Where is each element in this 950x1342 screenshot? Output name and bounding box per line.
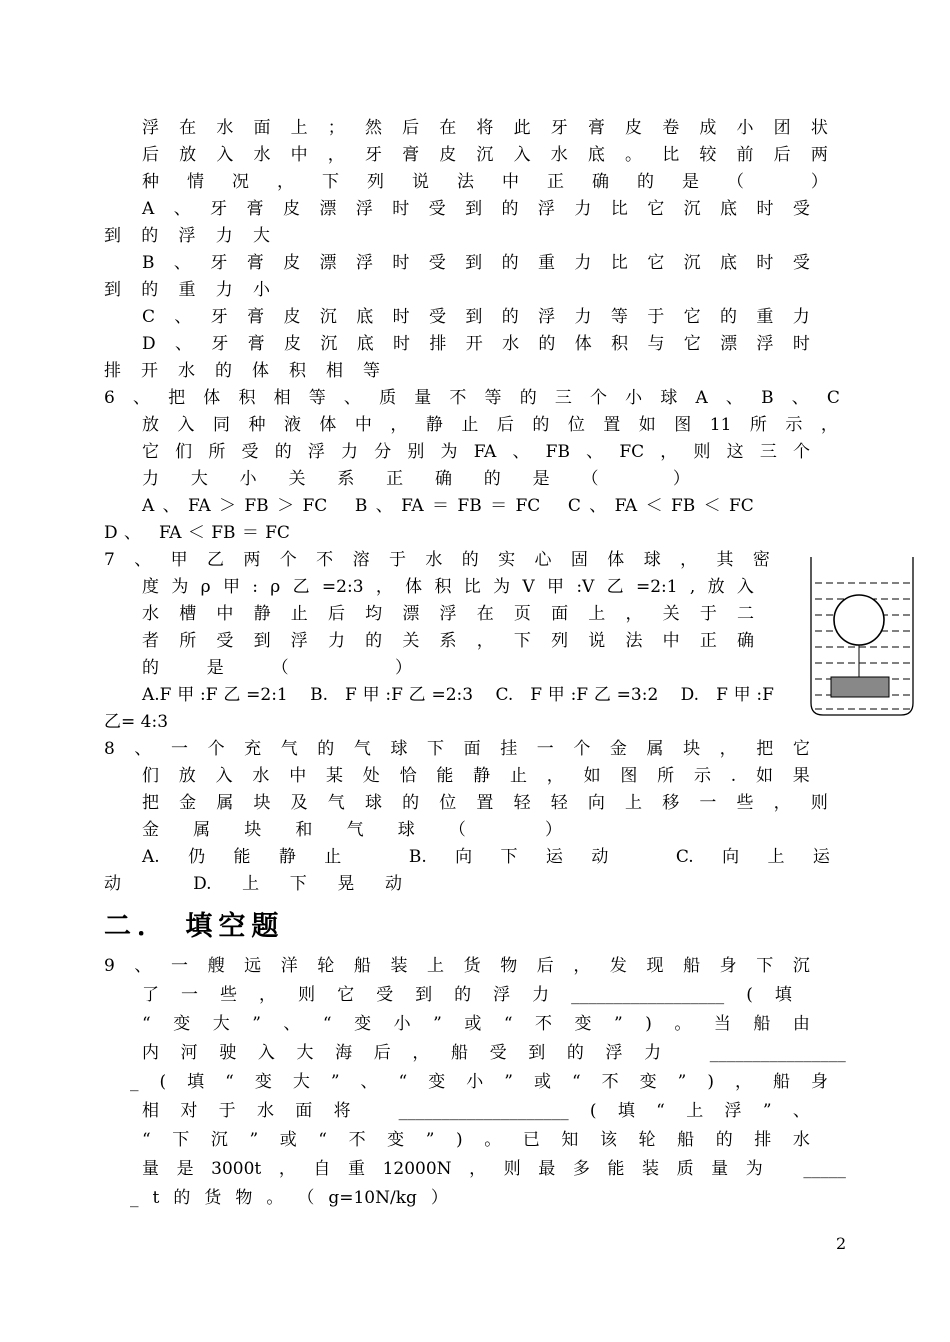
text-line: A 、 牙 膏 皮 漂 浮 时 受 到 的 浮 力 比 它 沉 底 时 受 <box>142 199 810 219</box>
text-line: 8 、 一 个 充 气 的 气 球 下 面 挂 一 个 金 属 块 ， 把 它 <box>104 739 810 759</box>
text-line: 者 所 受 到 浮 力 的 关 系 ， 下 列 说 法 中 正 确 <box>142 631 754 651</box>
text-line: 种 情 况 ， 下 列 说 法 中 正 确 的 是 （ ） <box>142 172 828 192</box>
text-line: “ 下 沉 ” 或 “ 不 变 ” ) 。 已 知 该 轮 船 的 排 水 <box>142 1130 810 1150</box>
text-line: 6 、 把 体 积 相 等 、 质 量 不 等 的 三 个 小 球 A 、 B 、 C <box>104 388 840 408</box>
text-line: 它 们 所 受 的 浮 力 分 别 为 FA 、 FB 、 FC ， 则 这 三 个 <box>142 442 810 462</box>
text-line: 把 金 属 块 及 气 球 的 位 置 轻 轻 向 上 移 一 些 ， 则 <box>142 793 828 813</box>
text-line: D 、 FA ＜ FB ＝ FC <box>104 523 290 543</box>
text-line: _ t 的 货 物 。 （ g=10N/kg ） <box>130 1188 448 1208</box>
tank-svg <box>805 555 917 719</box>
text-line: 度 为 ρ 甲 : ρ 乙 =2:3 ， 体 积 比 为 V 甲 :V 乙 =2:1 , 放 入 <box>142 577 754 597</box>
text-line: A. 仍 能 静 止 B. 向 下 运 动 C. 向 上 运 <box>142 847 830 867</box>
text-line: B 、 牙 膏 皮 漂 浮 时 受 到 的 重 力 比 它 沉 底 时 受 <box>142 253 810 273</box>
metal-block <box>831 677 889 697</box>
text-line: 乙 = 4:3 <box>104 712 169 732</box>
balloon-circle <box>834 595 884 645</box>
text-line: 后 放 入 水 中 ， 牙 膏 皮 沉 入 水 底 。 比 较 前 后 两 <box>142 145 828 165</box>
text-line: 放 入 同 种 液 体 中 ， 静 止 后 的 位 置 如 图 11 所 示 ， <box>142 415 838 435</box>
text-line: 排 开 水 的 体 积 相 等 <box>104 361 380 381</box>
text-line: 动 D. 上 下 晃 动 <box>104 874 402 894</box>
text-line: 到 的 重 力 小 <box>104 280 270 300</box>
page-number: 2 <box>836 1234 847 1253</box>
text-line: 力 大 小 关 系 正 确 的 是 （ ） <box>142 469 690 489</box>
text-line: 9 、 一 艘 远 洋 轮 船 装 上 货 物 后 ， 发 现 船 身 下 沉 <box>104 956 810 976</box>
text-line: 7 、 甲 乙 两 个 不 溶 于 水 的 实 心 固 体 球 ， 其 密 <box>104 550 770 570</box>
text-line: _ ( 填 “ 变 大 ” 、 “ 变 小 ” 或 “ 不 变 ” ) ， 船 身 <box>130 1072 828 1092</box>
text-line: 内 河 驶 入 大 海 后 ， 船 受 到 的 浮 力 ________________ <box>142 1043 846 1063</box>
text-line: 了 一 些 ， 则 它 受 到 的 浮 力 __________________ ( 填 <box>142 985 792 1005</box>
text-line: A 、 FA ＞ FB ＞ FC B 、 FA ＝ FB ＝ FC C 、 FA ＜ FB ＜ FC <box>142 496 754 516</box>
text-line: C 、 牙 膏 皮 沉 底 时 受 到 的 浮 力 等 于 它 的 重 力 <box>142 307 810 327</box>
text-line: 量 是 3000t ， 自 重 12000N ， 则 最 多 能 装 质 量 为 _____ <box>142 1159 846 1179</box>
text-line: D 、 牙 膏 皮 沉 底 时 排 开 水 的 体 积 与 它 漂 浮 时 <box>142 334 810 354</box>
text-line: 金 属 块 和 气 球 （ ） <box>142 820 562 840</box>
text-line: 的 是 （ ） <box>142 658 412 678</box>
text-line: 相 对 于 水 面 将 ____________________ ( 填 “ 上 浮 ” 、 <box>142 1101 810 1121</box>
text-line: 们 放 入 水 中 某 处 恰 能 静 止 ， 如 图 所 示 . 如 果 <box>142 766 810 786</box>
section-heading: 二． 填空题 <box>104 911 285 942</box>
text-line: “ 变 大 ” 、 “ 变 小 ” 或 “ 不 变 ” ) 。 当 船 由 <box>142 1014 810 1034</box>
balloon-tank-figure <box>805 555 917 723</box>
text-line: 水 槽 中 静 止 后 均 漂 浮 在 页 面 上 ， 关 于 二 <box>142 604 754 624</box>
text-line: A.F 甲 :F 乙 =2:1 B. F 甲 :F 乙 =2:3 C. F 甲 :F 乙 =3:2 D. F 甲 :F <box>142 685 774 705</box>
text-line: 浮 在 水 面 上 ； 然 后 在 将 此 牙 膏 皮 卷 成 小 团 状 <box>142 118 828 138</box>
text-line: 到 的 浮 力 大 <box>104 226 270 246</box>
